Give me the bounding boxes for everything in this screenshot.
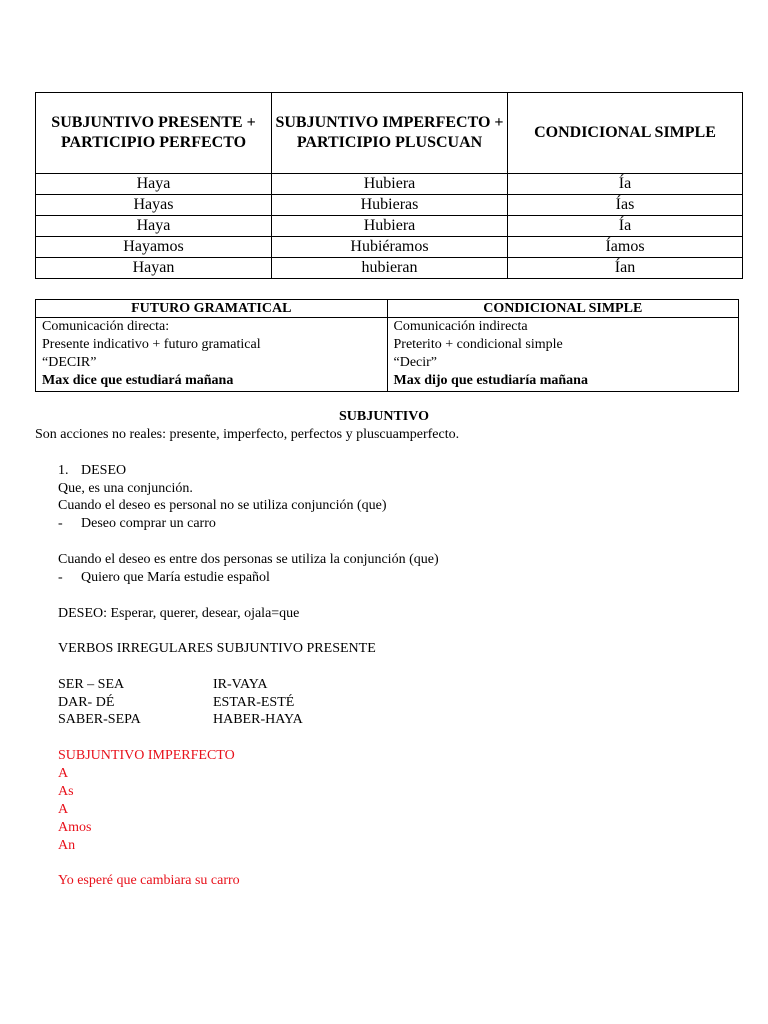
table-cell — [36, 318, 388, 392]
list-number: 1. — [58, 463, 69, 478]
table-row — [36, 216, 743, 237]
example-text: Quiero que María estudie español — [81, 570, 270, 585]
ending: As — [58, 784, 74, 799]
table-header-cell: FUTURO GRAMATICAL — [36, 300, 388, 318]
cell-line-example: Max dijo que estudiaría mañana — [393, 373, 588, 388]
list-heading: DESEO — [81, 463, 127, 478]
table-header-row — [36, 93, 743, 174]
table-cell: hubieran — [272, 258, 508, 279]
cell-line: “DECIR” — [42, 355, 97, 370]
ending: A — [58, 802, 69, 817]
table-row — [36, 237, 743, 258]
table-cell: Ías — [508, 195, 743, 216]
ending: A — [58, 766, 69, 781]
paragraph: Cuando el deseo es entre dos personas se utiliza la conjunción (que) — [58, 552, 439, 567]
verb-pair: SER – SEA — [58, 677, 125, 692]
table-cell: Hayamos — [36, 237, 272, 258]
cell-line-example: Max dice que estudiará mañana — [42, 373, 234, 388]
ending: Amos — [58, 820, 92, 835]
table-row — [36, 195, 743, 216]
table-header-row — [36, 300, 739, 318]
table-cell: Hubiera — [272, 216, 508, 237]
paragraph: Cuando el deseo es personal no se utiliza conjunción (que) — [58, 498, 387, 513]
table-header-cell: CONDICIONAL SIMPLE — [508, 93, 743, 174]
cell-line: Comunicación indirecta — [393, 319, 528, 334]
table-header-cell: SUBJUNTIVO PRESENTE + PARTICIPIO PERFECTO — [36, 93, 272, 174]
table-cell: Hubiéramos — [272, 237, 508, 258]
bullet-dash: - — [58, 570, 63, 585]
table-cell: Ía — [508, 174, 743, 195]
verb-pair: HABER-HAYA — [213, 712, 303, 727]
section-heading-red: SUBJUNTIVO IMPERFECTO — [58, 748, 235, 763]
table-cell: Haya — [36, 174, 272, 195]
comparison-table — [35, 299, 739, 392]
verb-pair: ESTAR-ESTÉ — [213, 695, 295, 710]
bullet-dash: - — [58, 516, 63, 531]
verb-pair: SABER-SEPA — [58, 712, 141, 727]
table-cell: Haya — [36, 216, 272, 237]
ending: An — [58, 838, 76, 853]
table-cell: Hubieras — [272, 195, 508, 216]
cell-line: Comunicación directa: — [42, 319, 170, 334]
verb-pair: DAR- DÉ — [58, 695, 115, 710]
table-cell: Hayas — [36, 195, 272, 216]
intro-text: Son acciones no reales: presente, imperfecto, perfectos y pluscuamperfecto. — [35, 427, 460, 442]
conjugation-table — [35, 92, 743, 279]
section-heading: VERBOS IRREGULARES SUBJUNTIVO PRESENTE — [58, 641, 376, 656]
table-cell: Hubiera — [272, 174, 508, 195]
paragraph: Que, es una conjunción. — [58, 481, 193, 496]
table-row — [36, 258, 743, 279]
table-cell: Hayan — [36, 258, 272, 279]
table-cell: Ía — [508, 216, 743, 237]
cell-line: “Decir” — [393, 355, 438, 370]
cell-line: Preterito + condicional simple — [393, 337, 563, 352]
table-cell: Íamos — [508, 237, 743, 258]
section-title: SUBJUNTIVO — [339, 409, 429, 424]
table-row — [36, 174, 743, 195]
cell-line: Presente indicativo + futuro gramatical — [42, 337, 261, 352]
table-cell: Ían — [508, 258, 743, 279]
paragraph: DESEO: Esperar, querer, desear, ojala=que — [58, 606, 300, 621]
table-header-cell: CONDICIONAL SIMPLE — [387, 300, 739, 318]
example-sentence: Yo esperé que cambiara su carro — [58, 873, 240, 888]
table-cell — [387, 318, 739, 392]
table-row — [36, 318, 739, 392]
table-header-cell: SUBJUNTIVO IMPERFECTO + PARTICIPIO PLUSCUAN — [272, 93, 508, 174]
example-text: Deseo comprar un carro — [81, 516, 216, 531]
verb-pair: IR-VAYA — [213, 677, 268, 692]
